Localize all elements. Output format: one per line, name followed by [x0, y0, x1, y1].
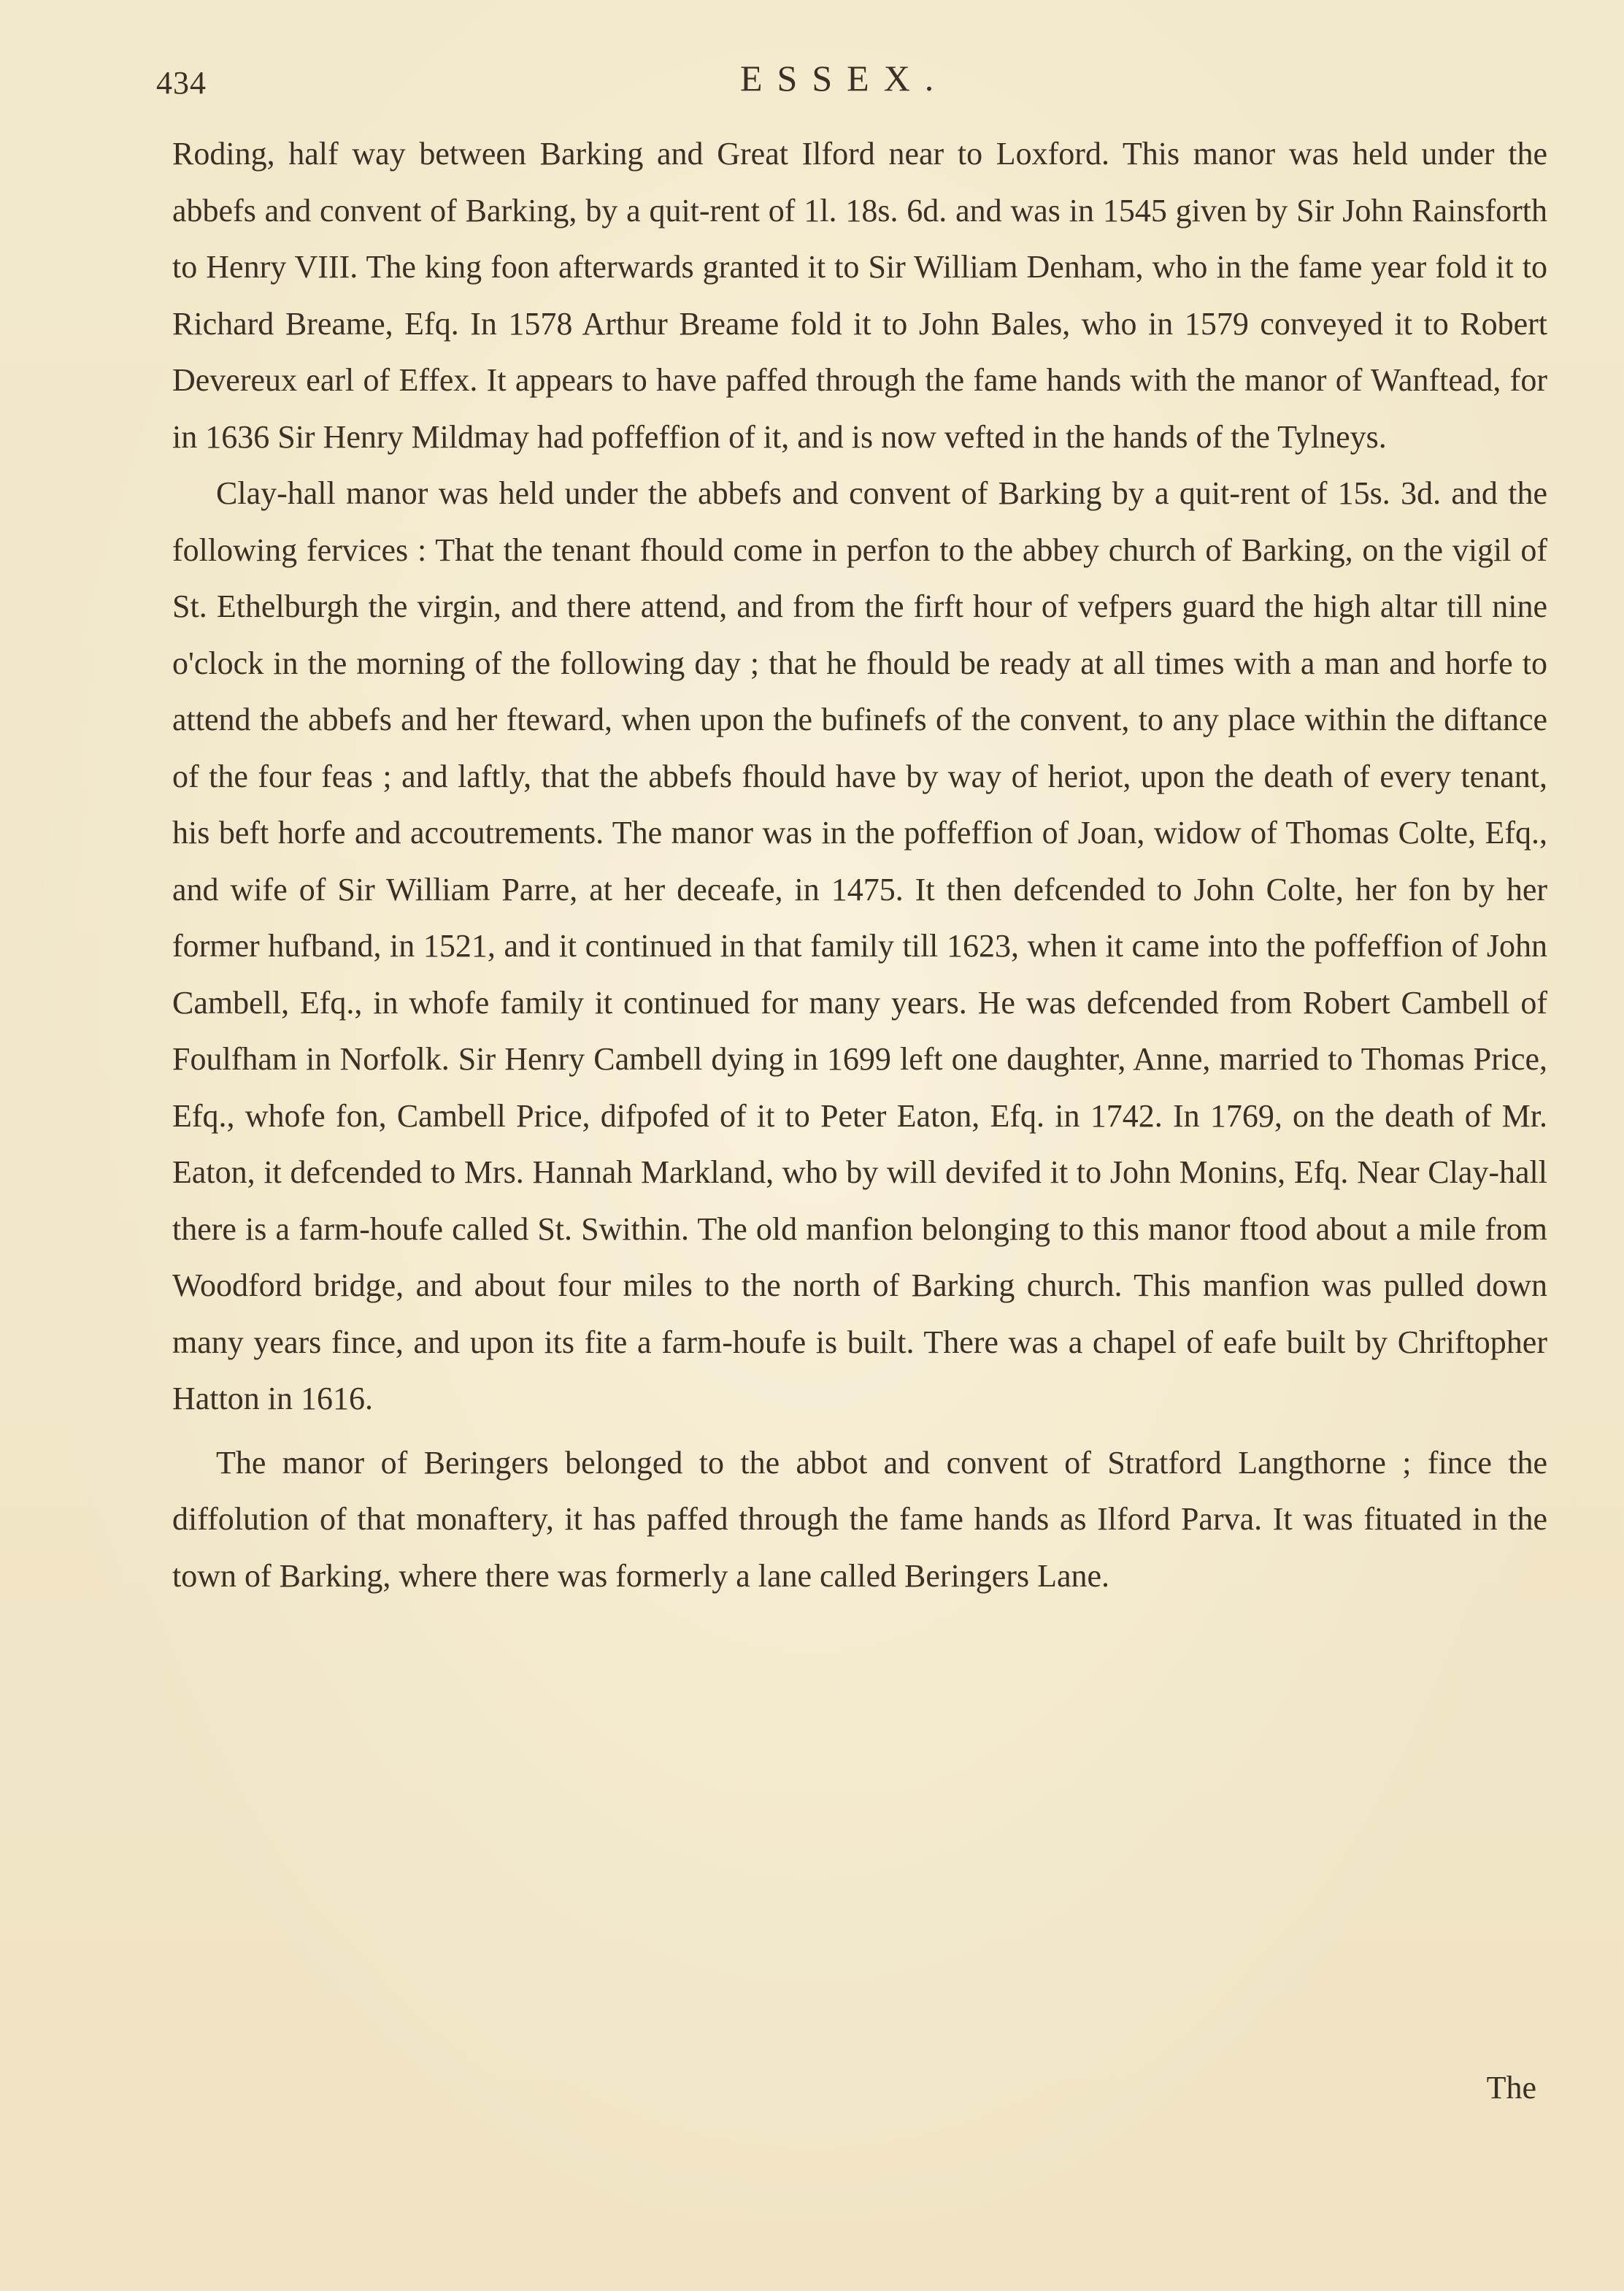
catchword: The — [1486, 2070, 1536, 2106]
paragraph-beringers: The manor of Beringers belonged to the abbot and convent of Stratford Langthorne ; fince the diffolution of that monaftery, it has paffed through the fame hands as Ilford Parva. It was fituated in the town of Barking, where there was formerly a lane called Beringers Lane. — [172, 1444, 1547, 1594]
running-title: ESSEX. — [740, 58, 949, 99]
paragraph-roding: Roding, half way between Barking and Great Ilford near to Loxford. This manor was held under the abbefs and convent of Barking, by a quit-rent of 1l. 18s. 6d. and was in 1545 given by Sir John Rainsforth to Henry VIII. The king foon afterwards granted it to Sir William Denham, who in the fame year fold it to Richard Breame, Efq. In 1578 Arthur Breame fold it to John Bales, who in 1579 conveyed it to Robert Devereux earl of Effex. It appears to have paffed through the fame hands with the manor of Wanftead, for in 1636 Sir Henry Mildmay had poffeffion of it, and is now vefted in the hands of the Tylneys. — [172, 136, 1547, 455]
body-text — [172, 126, 1547, 1604]
paragraph-clay-hall: Clay-hall manor was held under the abbefs and convent of Barking by a quit-rent of 15s. 3d. and the following fervices : That the tenant fhould come in perfon to the abbey church of Barking, on the vigil of St. Ethelburgh the virgin, and there attend, and from the firft hour of vefpers guard the high altar till nine o'clock in the morning of the following day ; that he fhould be ready at all times with a man and horfe to attend the abbefs and her fteward, when upon the bufinefs of the convent, to any place within the diftance of the four feas ; and laftly, that the abbefs fhould have by way of heriot, upon the death of every tenant, his beft horfe and accoutrements. The manor was in the poffeffion of Joan, widow of Thomas Colte, Efq., and wife of Sir William Parre, at her deceafe, in 1475. It then defcended to John Colte, her fon by her former hufband, in 1521, and it continued in that family till 1623, when it came into the poffeffion of John Cambell, Efq., in whofe family it continued for many years. He was defcended from Robert Cambell of Foulfham in Norfolk. Sir Henry Cambell dying in 1699 left one daughter, Anne, married to Thomas Price, Efq., whofe fon, Cambell Price, difpofed of it to Peter Eaton, Efq. in 1742. In 1769, on the death of Mr. Eaton, it defcended to Mrs. Hannah Markland, who by will devifed it to John Monins, Efq. Near Clay-hall there is a farm-houfe called St. Swithin. The old manfion belonging to this manor ftood about a mile from Woodford bridge, and about four miles to the north of Barking church. This manfion was pulled down many years fince, and upon its fite a farm-houfe is built. There was a chapel of eafe built by Chriftopher Hatton in 1616. — [172, 475, 1547, 1416]
page-number: 434 — [156, 65, 207, 101]
running-head — [156, 57, 1543, 108]
